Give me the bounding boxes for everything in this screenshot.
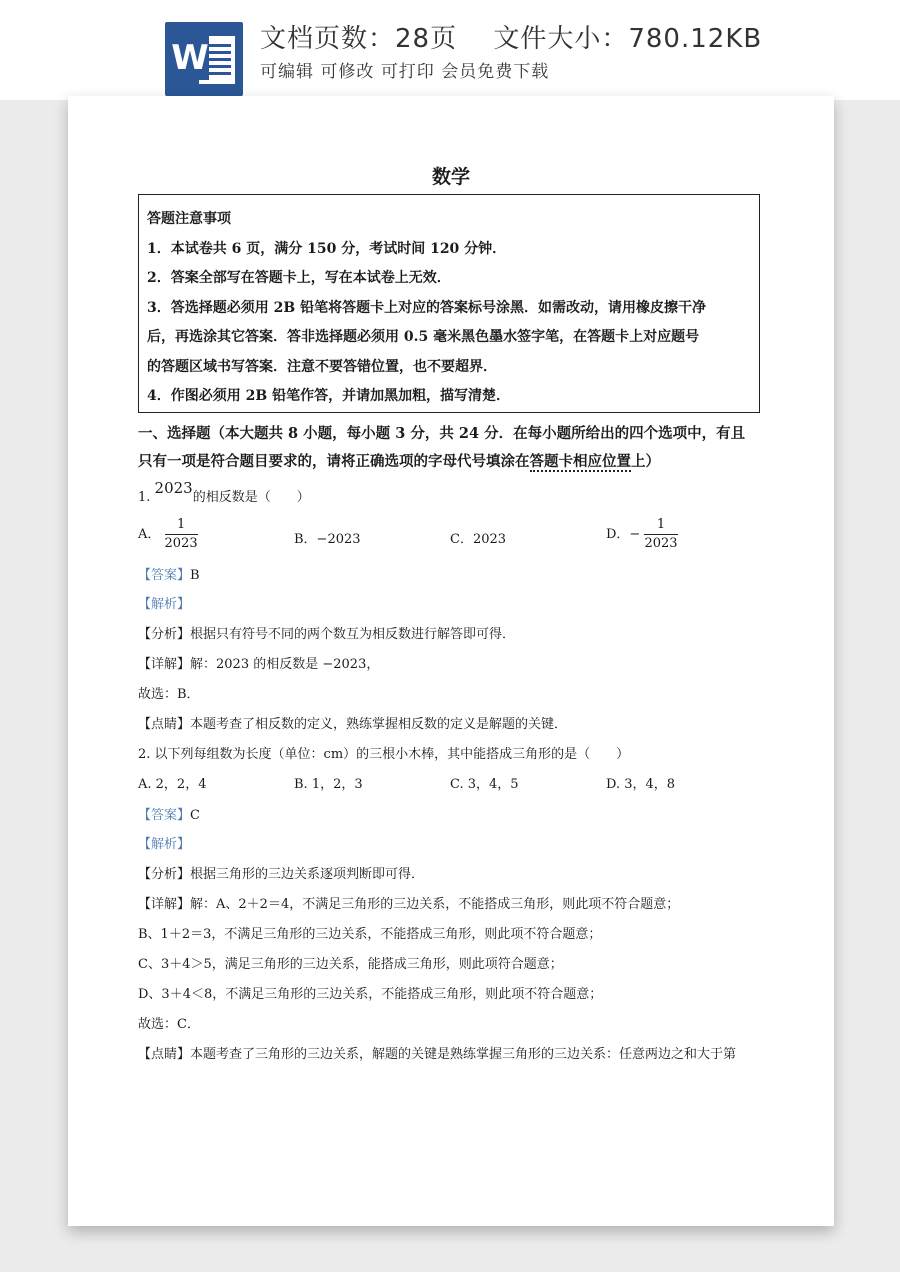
question-1-stem: 1. 2023的相反数是（ ） xyxy=(138,479,310,505)
q1-xiangjie: 【详解】解：2023 的相反数是 −2023， xyxy=(138,657,380,672)
q2-option-b: B. 1，2，3 xyxy=(294,777,363,792)
q2-line-c: C、3＋4＞5，满足三角形的三边关系，能搭成三角形，则此项符合题意； xyxy=(138,957,563,972)
q1-analysis-tag: 【解析】 xyxy=(138,597,191,612)
fraction: $\frac{1}{2023}$ xyxy=(644,517,678,551)
banner-subtitle: 可编辑 可修改 可打印 会员免费下载 xyxy=(260,62,550,82)
q2-xiangjie: 【详解】解：A、2＋2＝4，不满足三角形的三边关系，不能搭成三角形，则此项不符合题意； xyxy=(138,897,680,912)
q2-line-d: D、3＋4＜8，不满足三角形的三边关系，不能搭成三角形，则此项不符合题意； xyxy=(138,987,603,1002)
q1-option-c: C．2023 xyxy=(450,532,507,547)
download-banner xyxy=(0,0,900,100)
q1-option-b: B．−2023 xyxy=(294,532,361,547)
section-heading: 一、选择题（本大题共 8 小题，每小题 3 分，共 24 分．在每小题所给出的四个选项中，有且只有一项是符合题目要求的，请将正确选项的字母代号填涂在答题卡相应位置上） xyxy=(138,425,746,470)
q2-option-d: D. 3，4，8 xyxy=(606,777,676,792)
q1-dianjing: 【点睛】本题考查了相反数的定义，熟练掌握相反数的定义是解题的关键． xyxy=(138,717,568,732)
q1-option-a: A． $\frac{1}{2023}$ xyxy=(138,517,198,551)
notice-line: 后，再选涂其它答案．答非选择题必须用 0.5 毫米黑色墨水签字笔，在答题卡上对应题号 xyxy=(147,329,700,345)
q2-option-c: C. 3，4，5 xyxy=(450,777,519,792)
word-document-icon xyxy=(165,22,243,96)
q1-option-d: D．− $\frac{1}{2023}$ xyxy=(606,517,678,551)
document-page xyxy=(68,96,834,1226)
q2-line-b: B、1＋2＝3，不满足三角形的三边关系，不能搭成三角形，则此项不符合题意； xyxy=(138,927,602,942)
q2-dianjing: 【点睛】本题考查了三角形的三边关系，解题的关键是熟练掌握三角形的三边关系：任意两边之和大于第 xyxy=(138,1047,737,1062)
notice-box xyxy=(138,194,760,413)
q2-analysis-tag: 【解析】 xyxy=(138,837,191,852)
notice-heading: 答题注意事项 xyxy=(147,211,231,227)
notice-line: 4．作图必须用 2B 铅笔作答，并请加黑加粗，描写清楚． xyxy=(147,388,511,404)
q2-option-a: A. 2，2，4 xyxy=(138,777,207,792)
notice-line: 的答题区域书写答案．注意不要答错位置，也不要超界． xyxy=(147,358,497,375)
q2-answer: 【答案】C xyxy=(138,808,200,823)
q1-guxuan: 故选：B． xyxy=(138,687,200,702)
page-title: 数学 xyxy=(431,166,470,188)
q2-fenxi: 【分析】根据三角形的三边关系逐项判断即可得． xyxy=(138,867,425,882)
notice-line: 2．答案全部写在答题卡上，写在本试卷上无效． xyxy=(147,270,451,286)
banner-title: 文档页数：28页 文件大小：780.12KB xyxy=(260,24,763,54)
q2-guxuan: 故选：C． xyxy=(138,1017,200,1032)
q1-answer: 【答案】B xyxy=(138,568,200,583)
q1-fenxi: 【分析】根据只有符号不同的两个数互为相反数进行解答即可得． xyxy=(138,627,516,642)
emphasized-text: 答题卡相应位置 xyxy=(529,453,631,470)
fraction: $\frac{1}{2023}$ xyxy=(164,517,198,551)
word-icon-letter: W xyxy=(171,38,209,78)
notice-line: 1．本试卷共 6 页，满分 150 分，考试时间 120 分钟． xyxy=(147,240,507,257)
question-2-stem: 2. 以下列每组数为长度（单位：cm）的三根小木棒，其中能搭成三角形的是（ ） xyxy=(138,747,630,762)
notice-line: 3．答选择题必须用 2B 铅笔将答题卡上对应的答案标号涂黑．如需改动，请用橡皮擦干净 xyxy=(147,299,707,316)
